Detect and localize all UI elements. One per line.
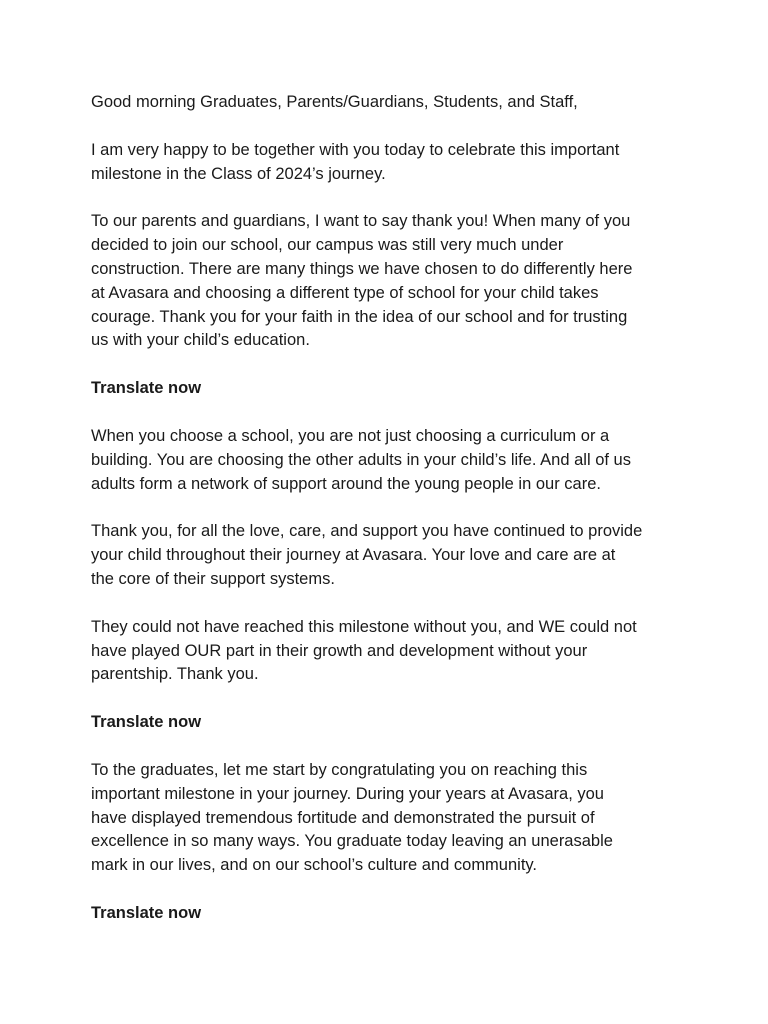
graduates-paragraph: To the graduates, let me start by congratulating you on reaching this important milestone in your journey. During your years at Avasara, you have displayed tremendous fortitude and demonstrated the pursuit of excellence in so many ways. You graduate today leaving an unerasable mark in our lives, and on our school’s culture and community. bbox=[91, 760, 613, 875]
translate-now-heading: Translate now bbox=[91, 713, 202, 732]
document-body bbox=[91, 91, 691, 950]
parents-thanks-paragraph: To our parents and guardians, I want to say thank you! When many of you decided to join our school, our campus was still very much under construction. There are many things we have chosen to do differently here at Avasara and choosing a different type of school for your child takes courage. Thank you for your faith in the idea of our school and for trusting us with your child’s education. bbox=[91, 212, 633, 350]
support-thanks-paragraph: Thank you, for all the love, care, and support you have continued to provide your child throughout their journey at Avasara. Your love and care are at the core of their support systems. bbox=[91, 522, 643, 588]
opening-paragraph: I am very happy to be together with you today to celebrate this important milestone in the Class of 2024’s journey. bbox=[91, 140, 620, 183]
translate-now-heading: Translate now bbox=[91, 903, 202, 922]
choosing-school-paragraph: When you choose a school, you are not just choosing a curriculum or a building. You are choosing the other adults in your child’s life. And all of us adults form a network of support around the young people in our care. bbox=[91, 426, 631, 493]
greeting-paragraph: Good morning Graduates, Parents/Guardians, Students, and Staff, bbox=[91, 93, 578, 111]
translate-now-heading: Translate now bbox=[91, 379, 202, 398]
milestone-paragraph: They could not have reached this milestone without you, and WE could not have played OUR part in their growth and development without your parentship. Thank you. bbox=[91, 617, 637, 684]
